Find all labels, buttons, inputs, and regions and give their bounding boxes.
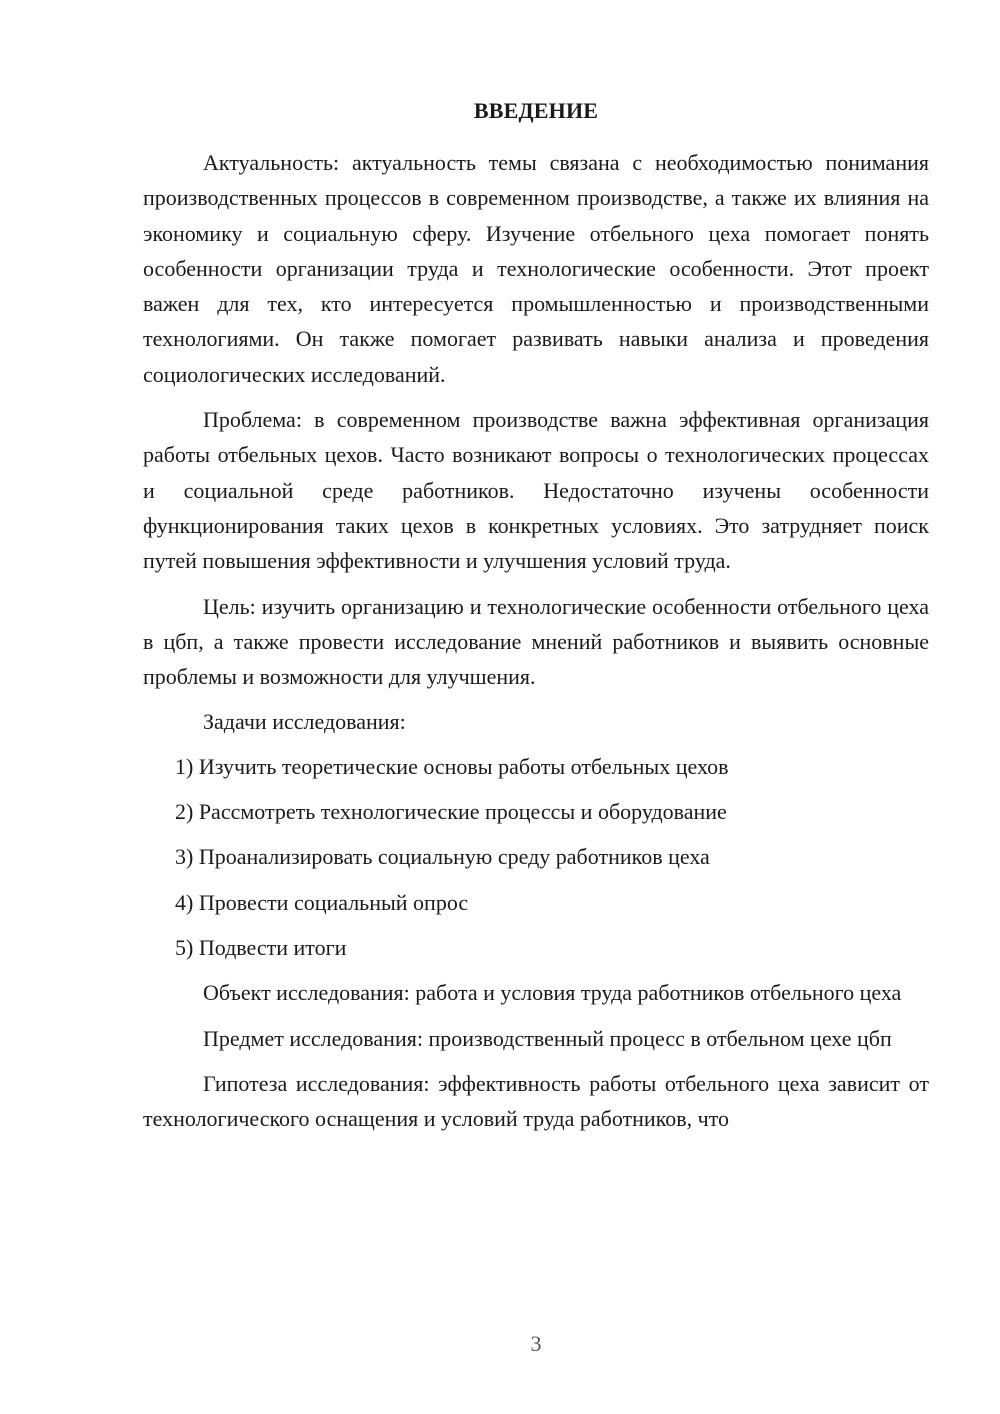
goal-paragraph: Цель: изучить организацию и технологические особенности отбельного цеха в цбп, а также провести исследование мнений работников и выявить основные проблемы и возможности для улучшения.	[143, 593, 929, 690]
object-paragraph: Объект исследования: работа и условия труда работников отбельного цеха	[203, 980, 902, 1006]
subject-paragraph: Предмет исследования: производственный процесс в отбельном цехе цбп	[203, 1025, 892, 1051]
task-item: 5) Подвести итоги	[175, 934, 347, 960]
section-title: ВВЕДЕНИЕ	[473, 98, 599, 123]
hypothesis-paragraph: Гипотеза исследования: эффективность работы отбельного цеха зависит от технологического оснащения и условий труда работников, что	[143, 1070, 929, 1132]
page-number: 3	[530, 1331, 542, 1356]
relevance-paragraph: Актуальность: актуальность темы связана с необходимостью понимания производственных процессов в современном производстве, а также их влияния на экономику и социальную сферу. Изучение отбельного цеха помогает понять особенности организации труда и технологические особенности. Этот проект важен для тех, кто интересуется промышленностью и производственными технологиями. Он также помогает развивать навыки анализа и проведения социологических исследований.	[143, 150, 929, 387]
problem-paragraph: Проблема: в современном производстве важна эффективная организация работы отбельных цехов. Часто возникают вопросы о технологических процессах и социальной среде работников. Недостаточно изучены особенности функционирования таких цехов в конкретных условиях. Это затрудняет поиск путей повышения эффективности и улучшения условий труда.	[143, 407, 929, 574]
task-item: 4) Провести социальный опрос	[175, 889, 469, 915]
task-item: 2) Рассмотреть технологические процессы и оборудование	[175, 799, 727, 825]
document-page	[143, 97, 929, 1146]
tasks-list	[143, 749, 929, 965]
task-item: 1) Изучить теоретические основы работы отбельных цехов	[175, 753, 729, 779]
tasks-heading: Задачи исследования:	[203, 709, 406, 735]
task-item: 3) Проанализировать социальную среду работников цеха	[175, 844, 710, 870]
